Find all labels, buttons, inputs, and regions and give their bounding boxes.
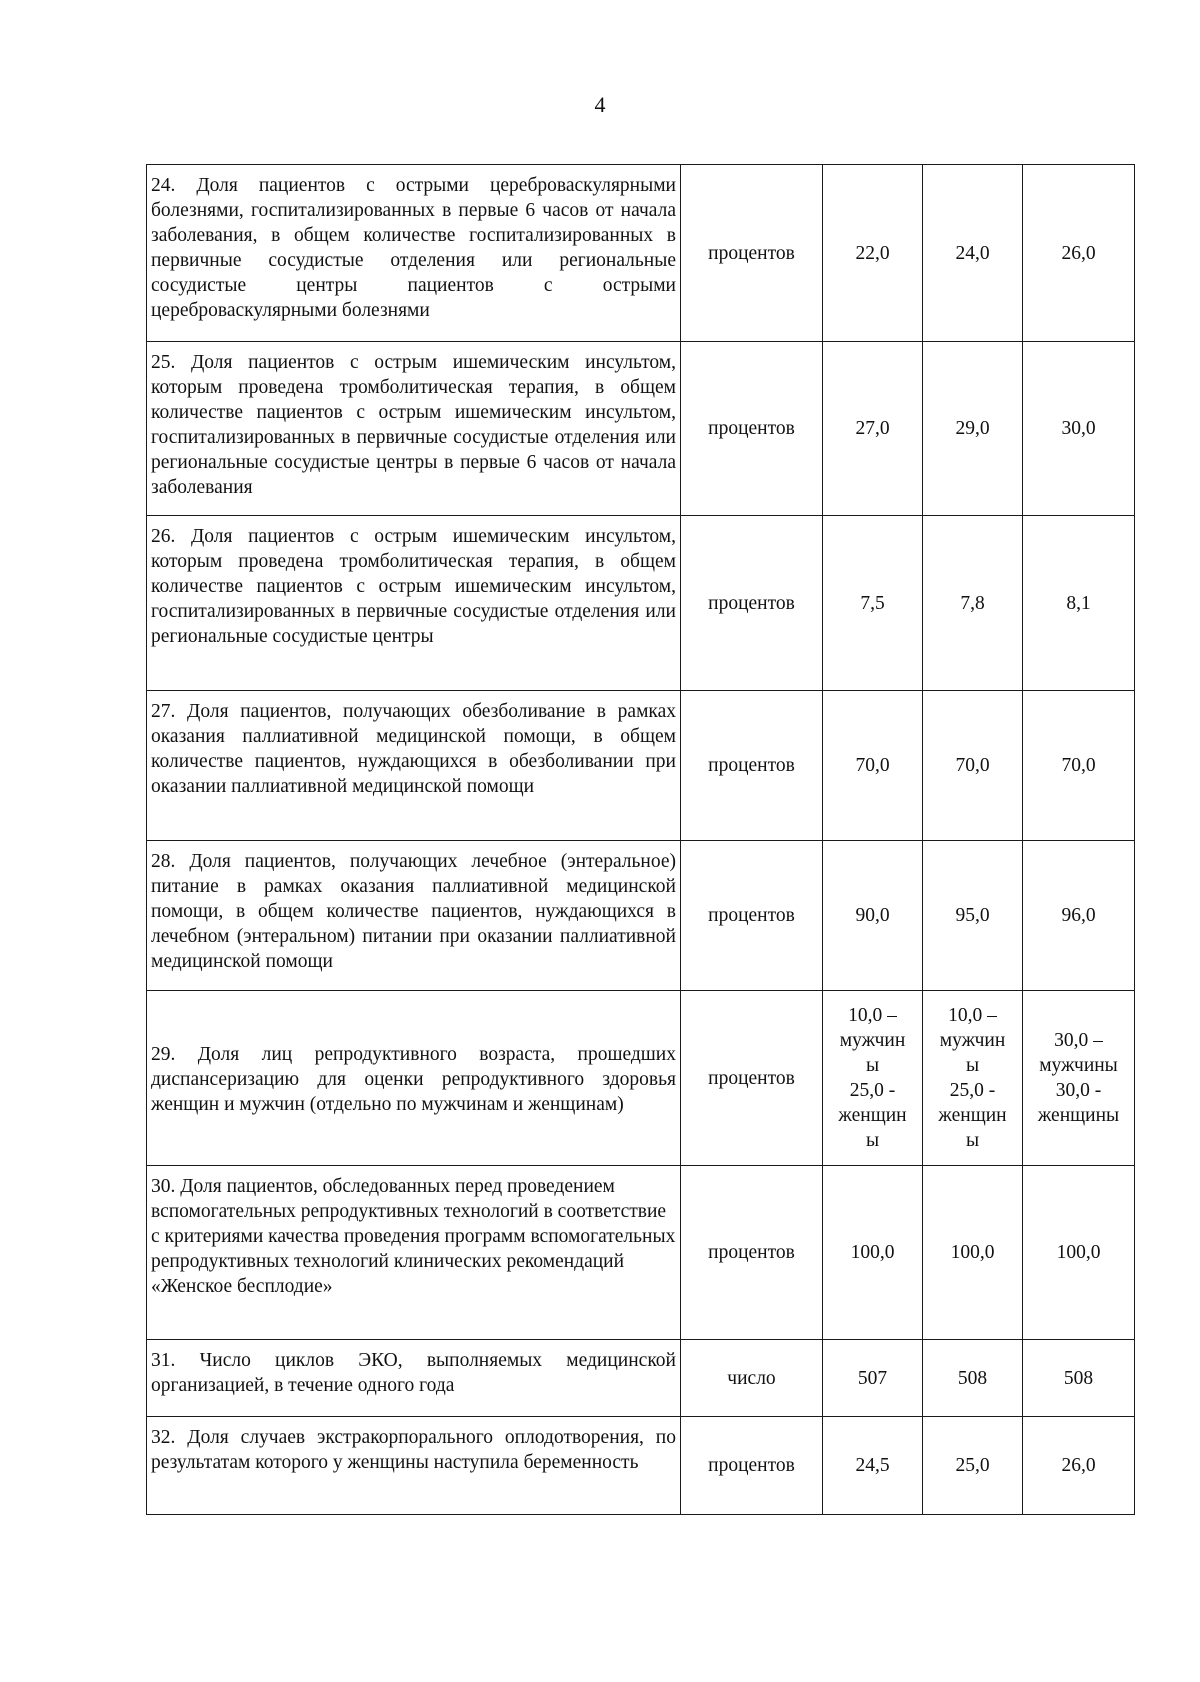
value-year-3: 30,0 bbox=[1023, 342, 1135, 516]
indicator-text: 31. Число циклов ЭКО, выполняемых медицинской организацией, в течение одного года bbox=[147, 1340, 681, 1417]
value-year-2: 24,0 bbox=[923, 165, 1023, 342]
value-year-3 bbox=[1023, 991, 1135, 1166]
value-year-2: 29,0 bbox=[923, 342, 1023, 516]
value-line: 10,0 – bbox=[948, 1005, 997, 1026]
table-row bbox=[147, 1417, 1135, 1515]
value-line: 25,0 - bbox=[949, 1080, 996, 1101]
table-row bbox=[147, 841, 1135, 991]
value-year-1: 70,0 bbox=[823, 691, 923, 841]
indicator-text: 26. Доля пациентов с острым ишемическим инсультом, которым проведена тромболитическая терапия, в общем количестве пациентов с острым ишемическим инсультом, госпитализированных в первичные сосудистые отделения или региональные сосудистые центры bbox=[147, 516, 681, 691]
value-year-3: 70,0 bbox=[1023, 691, 1135, 841]
value-year-1: 90,0 bbox=[823, 841, 923, 991]
unit-cell: процентов bbox=[681, 342, 823, 516]
indicator-text: 28. Доля пациентов, получающих лечебное (энтеральное) питание в рамках оказания паллиативной медицинской помощи, в общем количестве пациентов, нуждающихся в лечебном (энтеральном) питании при оказании паллиативной медицинской помощи bbox=[147, 841, 681, 991]
table-row bbox=[147, 691, 1135, 841]
value-line: 30,0 - bbox=[1055, 1080, 1102, 1101]
table-row bbox=[147, 1166, 1135, 1340]
page-number: 4 bbox=[594, 92, 606, 117]
value-year-2: 70,0 bbox=[923, 691, 1023, 841]
table-row bbox=[147, 342, 1135, 516]
indicator-text: 27. Доля пациентов, получающих обезболивание в рамках оказания паллиативной медицинской помощи, в общем количестве пациентов, нуждающихся в обезболивании при оказании паллиативной медицинской помощи bbox=[147, 691, 681, 841]
value-year-3: 96,0 bbox=[1023, 841, 1135, 991]
value-year-1: 507 bbox=[823, 1340, 923, 1417]
unit-cell: число bbox=[681, 1340, 823, 1417]
value-year-3: 26,0 bbox=[1023, 1417, 1135, 1515]
table-row bbox=[147, 1340, 1135, 1417]
indicators-table bbox=[146, 164, 1135, 1515]
value-line: мужчин bbox=[839, 1030, 906, 1051]
unit-cell: процентов bbox=[681, 1166, 823, 1340]
value-line: 25,0 - bbox=[849, 1080, 896, 1101]
value-year-2: 100,0 bbox=[923, 1166, 1023, 1340]
value-line: ы bbox=[965, 1055, 980, 1076]
value-line: ы bbox=[965, 1130, 980, 1151]
table-row bbox=[147, 165, 1135, 342]
value-year-1: 27,0 bbox=[823, 342, 923, 516]
value-year-2: 7,8 bbox=[923, 516, 1023, 691]
value-year-3: 26,0 bbox=[1023, 165, 1135, 342]
table-row bbox=[147, 991, 1135, 1166]
value-line: ы bbox=[865, 1130, 880, 1151]
unit-cell: процентов bbox=[681, 1417, 823, 1515]
value-year-1: 24,5 bbox=[823, 1417, 923, 1515]
value-year-1: 100,0 bbox=[823, 1166, 923, 1340]
unit-cell: процентов bbox=[681, 841, 823, 991]
value-line: 30,0 – bbox=[1054, 1030, 1103, 1051]
value-line: 10,0 – bbox=[848, 1005, 897, 1026]
value-line: женщины bbox=[1037, 1105, 1120, 1126]
value-year-3: 8,1 bbox=[1023, 516, 1135, 691]
unit-cell: процентов bbox=[681, 991, 823, 1166]
unit-cell: процентов bbox=[681, 165, 823, 342]
indicator-text: 29. Доля лиц репродуктивного возраста, прошедших диспансеризацию для оценки репродуктивного здоровья женщин и мужчин (отдельно по мужчинам и женщинам) bbox=[147, 991, 681, 1166]
value-line: женщин bbox=[938, 1105, 1007, 1126]
value-year-3: 508 bbox=[1023, 1340, 1135, 1417]
value-line: мужчины bbox=[1039, 1055, 1118, 1076]
value-year-1: 7,5 bbox=[823, 516, 923, 691]
value-line: ы bbox=[865, 1055, 880, 1076]
value-year-1: 22,0 bbox=[823, 165, 923, 342]
indicator-text: 24. Доля пациентов с острыми цереброваскулярными болезнями, госпитализированных в первые 6 часов от начала заболевания, в общем количестве госпитализированных в первичные сосудистые отделения или региональные сосудистые центры пациентов с острыми цереброваскулярными болезнями bbox=[147, 165, 681, 342]
value-year-1 bbox=[823, 991, 923, 1166]
table-row bbox=[147, 516, 1135, 691]
value-line: мужчин bbox=[939, 1030, 1006, 1051]
unit-cell: процентов bbox=[681, 691, 823, 841]
value-year-3: 100,0 bbox=[1023, 1166, 1135, 1340]
value-year-2 bbox=[923, 991, 1023, 1166]
unit-cell: процентов bbox=[681, 516, 823, 691]
value-year-2: 25,0 bbox=[923, 1417, 1023, 1515]
indicator-text: 30. Доля пациентов, обследованных перед проведением вспомогательных репродуктивных технологий в соответствие с критериями качества проведения программ вспомогательных репродуктивных технологий клинических рекомендаций «Женское бесплодие» bbox=[147, 1166, 681, 1340]
value-year-2: 95,0 bbox=[923, 841, 1023, 991]
value-year-2: 508 bbox=[923, 1340, 1023, 1417]
indicator-text: 32. Доля случаев экстракорпорального оплодотворения, по результатам которого у женщины наступила беременность bbox=[147, 1417, 681, 1515]
indicator-text: 25. Доля пациентов с острым ишемическим инсультом, которым проведена тромболитическая терапия, в общем количестве пациентов с острым ишемическим инсультом, госпитализированных в первичные сосудистые отделения или региональные сосудистые центры в первые 6 часов от начала заболевания bbox=[147, 342, 681, 516]
value-line: женщин bbox=[838, 1105, 907, 1126]
